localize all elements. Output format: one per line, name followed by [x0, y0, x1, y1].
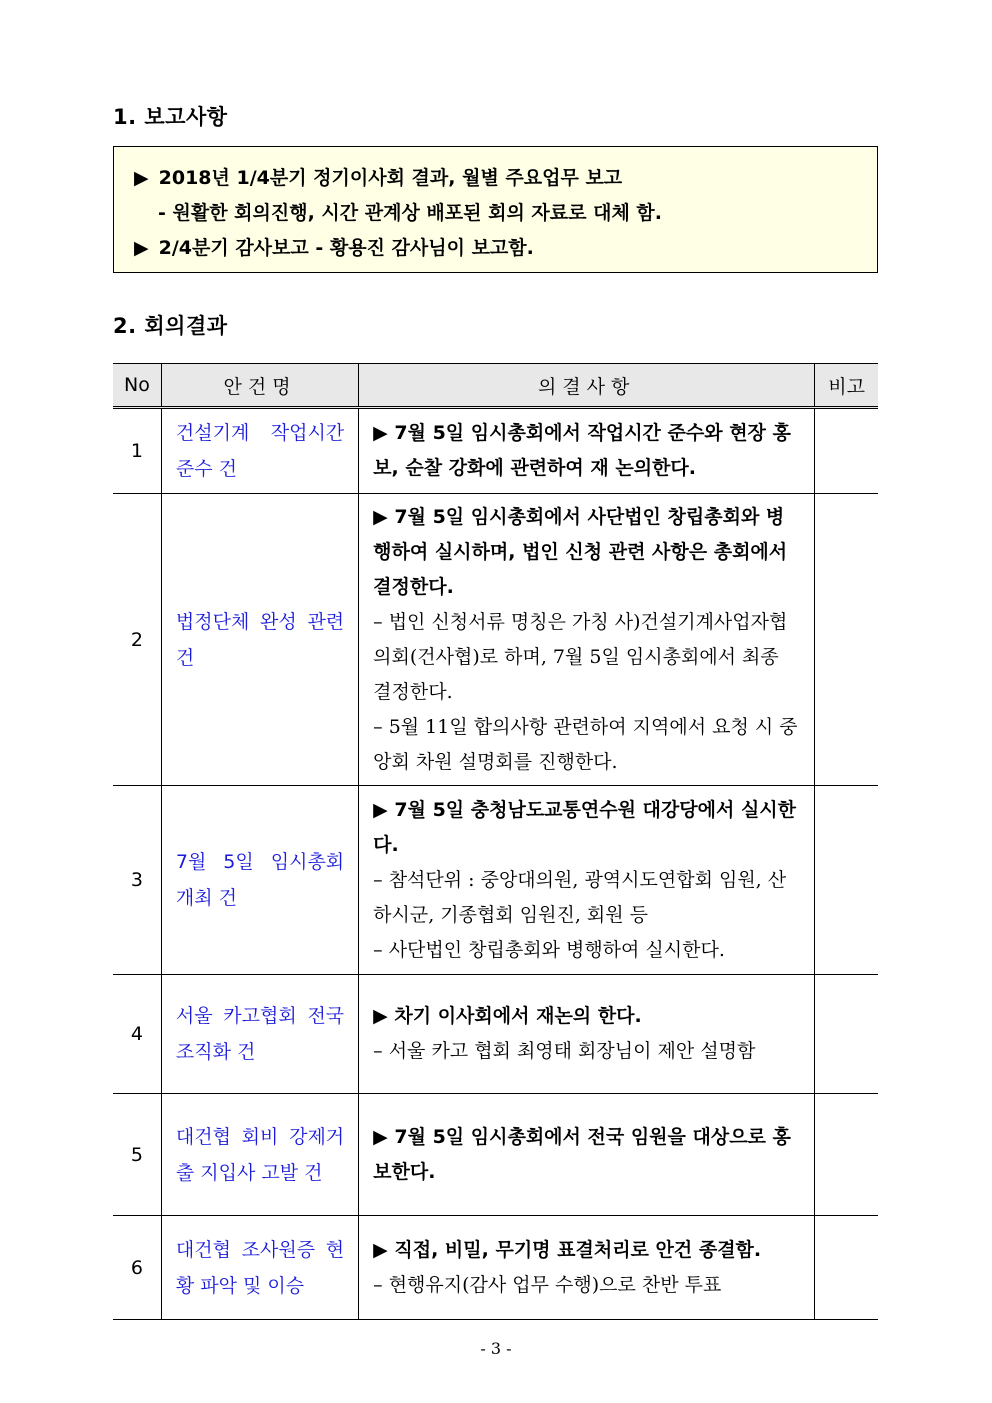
row-number: 2 [113, 494, 161, 786]
table-row [113, 494, 878, 786]
table-row [113, 786, 878, 975]
agenda-title: 대건협 회비 강제거출 지입사 고발 건 [161, 1094, 358, 1216]
agenda-title: 7월 5일 임시총회 개최 건 [161, 786, 358, 975]
arrow-icon: ▶ [134, 237, 149, 259]
results-table [113, 363, 878, 1320]
col-note: 비고 [815, 364, 878, 408]
decision-cell [359, 1216, 815, 1320]
note-cell [815, 494, 878, 786]
row-number: 5 [113, 1094, 161, 1216]
section1-heading: 1. 보고사항 [113, 105, 228, 129]
decision-cell [359, 1094, 815, 1216]
agenda-title: 대건협 조사원증 현황 파악 및 이승 [161, 1216, 358, 1320]
report-item-1: ▶ 2018년 1/4분기 정기이사회 결과, 월별 주요업무 보고 [134, 167, 623, 189]
report-item-3: ▶ 2/4분기 감사보고 - 황용진 감사님이 보고함. [134, 237, 534, 259]
col-title: 안건명 [161, 364, 358, 408]
decision-detail: – 법인 신청서류 명칭은 가칭 사)건설기계사업자협의회(건사협)로 하며, 7월 5일 임시총회에서 최종 결정한다. [373, 610, 788, 703]
page-number: - 3 - [480, 1339, 512, 1358]
row-number: 6 [113, 1216, 161, 1320]
decision-main: ▶ 직접, 비밀, 무기명 표결처리로 안건 종결함. [373, 1238, 762, 1261]
report-box [113, 146, 878, 273]
row-number: 1 [113, 408, 161, 494]
decision-detail: – 현행유지(감사 업무 수행)으로 찬반 투표 [373, 1273, 722, 1296]
decision-main: ▶ 7월 5일 임시총회에서 전국 임원을 대상으로 홍보한다. [373, 1125, 791, 1183]
table-row [113, 975, 878, 1094]
decision-detail: – 참석단위 : 중앙대의원, 광역시도연합회 임원, 산하시군, 기종협회 임원진, 회원 등 [373, 868, 787, 926]
row-number: 3 [113, 786, 161, 975]
decision-detail: – 5월 11일 합의사항 관련하여 지역에서 요청 시 중앙회 차원 설명회를 진행한다. [373, 715, 798, 773]
note-cell [815, 975, 878, 1094]
note-cell [815, 786, 878, 975]
report-item-2: - 원활한 회의진행, 시간 관계상 배포된 회의 자료로 대체 함. [158, 202, 662, 224]
decision-main: ▶ 차기 이사회에서 재논의 한다. [373, 1005, 642, 1027]
table-row [113, 1094, 878, 1216]
decision-cell [359, 975, 815, 1094]
row-number: 4 [113, 975, 161, 1094]
table-header-row [113, 364, 878, 408]
agenda-title: 건설기계 작업시간 준수 건 [161, 408, 358, 494]
decision-main: ▶ 7월 5일 충청남도교통연수원 대강당에서 실시한다. [373, 798, 797, 856]
agenda-title: 법정단체 완성 관련 건 [161, 494, 358, 786]
decision-detail: – 서울 카고 협회 최영태 회장님이 제안 설명함 [373, 1040, 756, 1062]
section2-heading: 2. 회의결과 [113, 314, 228, 338]
col-no: No [113, 364, 161, 408]
decision-cell [359, 786, 815, 975]
arrow-icon: ▶ [134, 167, 149, 189]
decision-main: ▶ 7월 5일 임시총회에서 사단법인 창립총회와 병행하여 실시하며, 법인 신청 관련 사항은 총회에서 결정한다. [373, 505, 788, 598]
decision-detail: – 사단법인 창립총회와 병행하여 실시한다. [373, 938, 725, 961]
col-decision: 의결사항 [359, 364, 815, 408]
note-cell [815, 1094, 878, 1216]
note-cell [815, 408, 878, 494]
decision-cell [359, 408, 815, 494]
decision-cell [359, 494, 815, 786]
note-cell [815, 1216, 878, 1320]
decision-main: ▶ 7월 5일 임시총회에서 작업시간 준수와 현장 홍보, 순찰 강화에 관련하여 재 논의한다. [373, 422, 791, 479]
table-row [113, 1216, 878, 1320]
table-row [113, 408, 878, 494]
agenda-title: 서울 카고협회 전국 조직화 건 [161, 975, 358, 1094]
